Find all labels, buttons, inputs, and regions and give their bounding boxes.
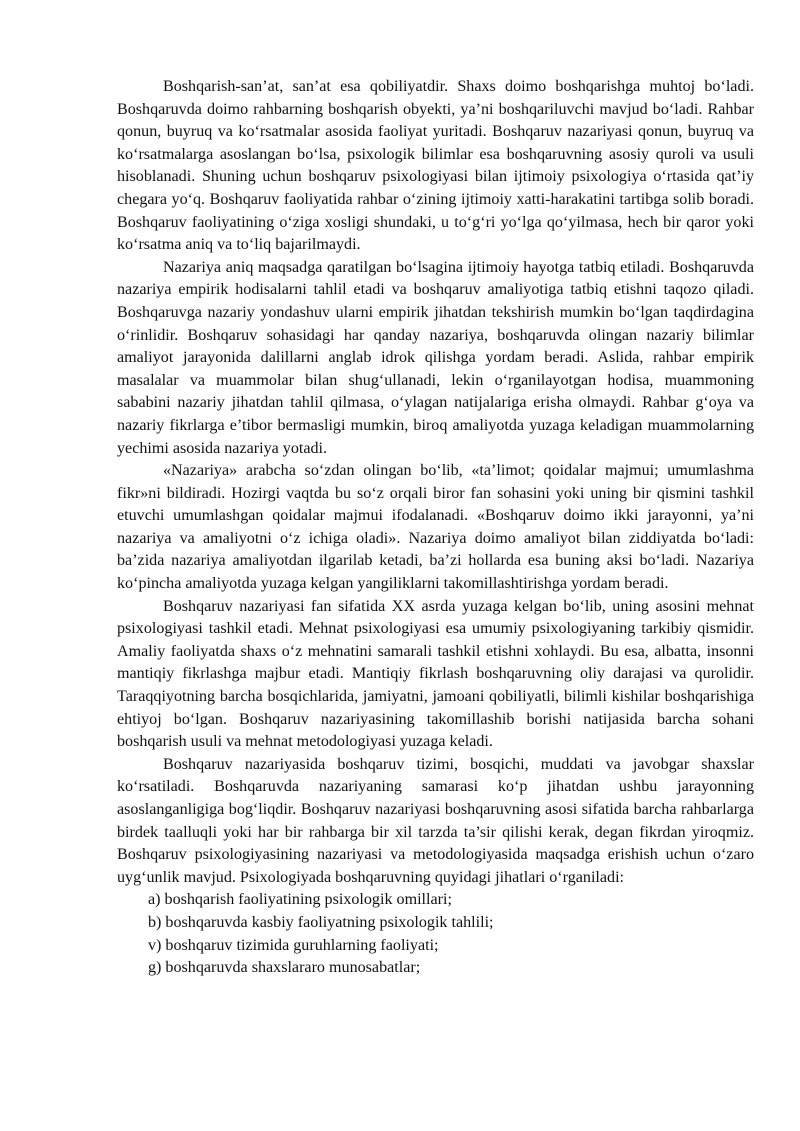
paragraph: «Nazariya» arabcha so‘zdan olingan bo‘lib, «ta’limot; qoidalar majmui; umumlashma fikr»ni bildiradi. Hozirgi vaqtda bu so‘z orqali biror fan sohasini yoki uning bir qismini tashkil etuvchi umumlashgan qoidalar majmui ifodalanadi. «Boshqaruv doimo ikki jarayonni, ya’ni nazariya va amaliyotni o‘z ichiga oladi». Nazariya doimo amaliyot bilan ziddiyatda bo‘ladi: ba’zida nazariya amaliyotdan ilgarilab ketadi, ba’zi hollarda esa buning aksi bo‘ladi. Nazariya ko‘pincha amaliyotda yuzaga kelgan yangiliklarni takomillashtirishga yordam beradi.	[117, 462, 754, 593]
paragraph: Boshqaruv nazariyasida boshqaruv tizimi, bosqichi, muddati va javobgar shaxslar ko‘rsatiladi. Boshqaruvda nazariyaning samarasi ko‘p jihatdan ushbu jarayonning asoslanganligiga bog‘liqdir. Boshqaruv nazariyasi boshqaruvning asosi sifatida barcha rahbarlarga birdek taalluqli yoki har bir rahbarga bir xil tarzda ta’sir qilishi kerak, degan fikrdan yiroqmiz. Boshqaruv psixologiyasining nazariyasi va metodologiyasida maqsadga erishish uchun o‘zaro uyg‘unlik mavjud. Psixologiyada boshqaruvning quyidagi jihatlari o‘rganiladi:	[117, 755, 754, 886]
paragraph: Boshqaruv nazariyasi fan sifatida XX asrda yuzaga kelgan bo‘lib, uning asosini mehnat psixologiyasi tashkil etadi. Mehnat psixologiyasi esa umumiy psixologiyaning tarkibiy qismidir. Amaliy faoliyatda shaxs o‘z mehnatini samarali tashkil etishni xohlaydi. Bu esa, albatta, insonni mantiqiy fikrlashga majbur etadi. Mantiqiy fikrlash boshqaruvning oliy darajasi va qurolidir. Taraqqiyotning barcha bosqichlarida, jamiyatni, jamoani qobiliyatli, bilimli kishilar boshqarishiga ehtiyoj bo‘lgan. Boshqaruv nazariyasining takomillashib borishi natijasida barcha sohani boshqarish usuli va mehnat metodologiyasi yuzaga keladi.	[117, 597, 754, 751]
list-item: v) boshqaruv tizimida guruhlarning faoliyati;	[148, 936, 439, 954]
paragraph: Nazariya aniq maqsadga qaratilgan bo‘lsagina ijtimoiy hayotga tatbiq etiladi. Boshqaruvda nazariya empirik hodisalarni tahlil etadi va boshqaruv amaliyotiga tatbiq etishni taqozo qiladi. Boshqaruvga nazariy yondashuv ularni empirik jihatdan tekshirish mumkin bo‘lgan taqdirdagina o‘rinlidir. Boshqaruv sohasidagi har qanday nazariya, boshqaruvda olingan nazariy bilimlar amaliyot jarayonida dalillarni anglab idrok qilishga yordam beradi. Aslida, rahbar empirik masalalar va muammolar bilan shug‘ullanadi, lekin o‘rganilayotgan hodisa, muammoning sababini nazariy jihatdan tahlil qilmasa, o‘ylagan natijalariga erisha olmaydi. Rahbar g‘oya va nazariy fikrlarga e’tibor bermasligi mumkin, biroq amaliyotda yuzaga keladigan muammolarning yechimi asosida nazariya yotadi.	[117, 258, 754, 457]
list-item: b) boshqaruvda kasbiy faoliyatning psixologik tahlili;	[148, 913, 494, 931]
list-item: a) boshqarish faoliyatining psixologik omillari;	[148, 891, 452, 909]
list-item: g) boshqaruvda shaxslararo munosabatlar;	[148, 959, 421, 977]
document-page	[117, 76, 754, 980]
paragraph: Boshqarish-san’at, san’at esa qobiliyatdir. Shaxs doimo boshqarishga muhtoj bo‘ladi. Boshqaruvda doimo rahbarning boshqarish obyekti, ya’ni boshqariluvchi mavjud bo‘ladi. Rahbar qonun, buyruq va ko‘rsatmalar asosida faoliyat yuritadi. Boshqaruv nazariyasi qonun, buyruq va ko‘rsatmalarga asoslangan bo‘lsa, psixologik bilimlar esa boshqaruvning asosiy quroli va usuli hisoblanadi. Shuning uchun boshqaruv psixologiyasi bilan ijtimoiy psixologiya o‘rtasida qat’iy chegara yo‘q. Boshqaruv faoliyatida rahbar o‘zining ijtimoiy xatti-harakatini tartibga solib boradi. Boshqaruv faoliyatining o‘ziga xosligi shundaki, u to‘g‘ri yo‘lga qo‘yilmasa, hech bir qaror yoki ko‘rsatma aniq va to‘liq bajarilmaydi.	[117, 78, 754, 254]
aspects-list	[117, 889, 754, 979]
